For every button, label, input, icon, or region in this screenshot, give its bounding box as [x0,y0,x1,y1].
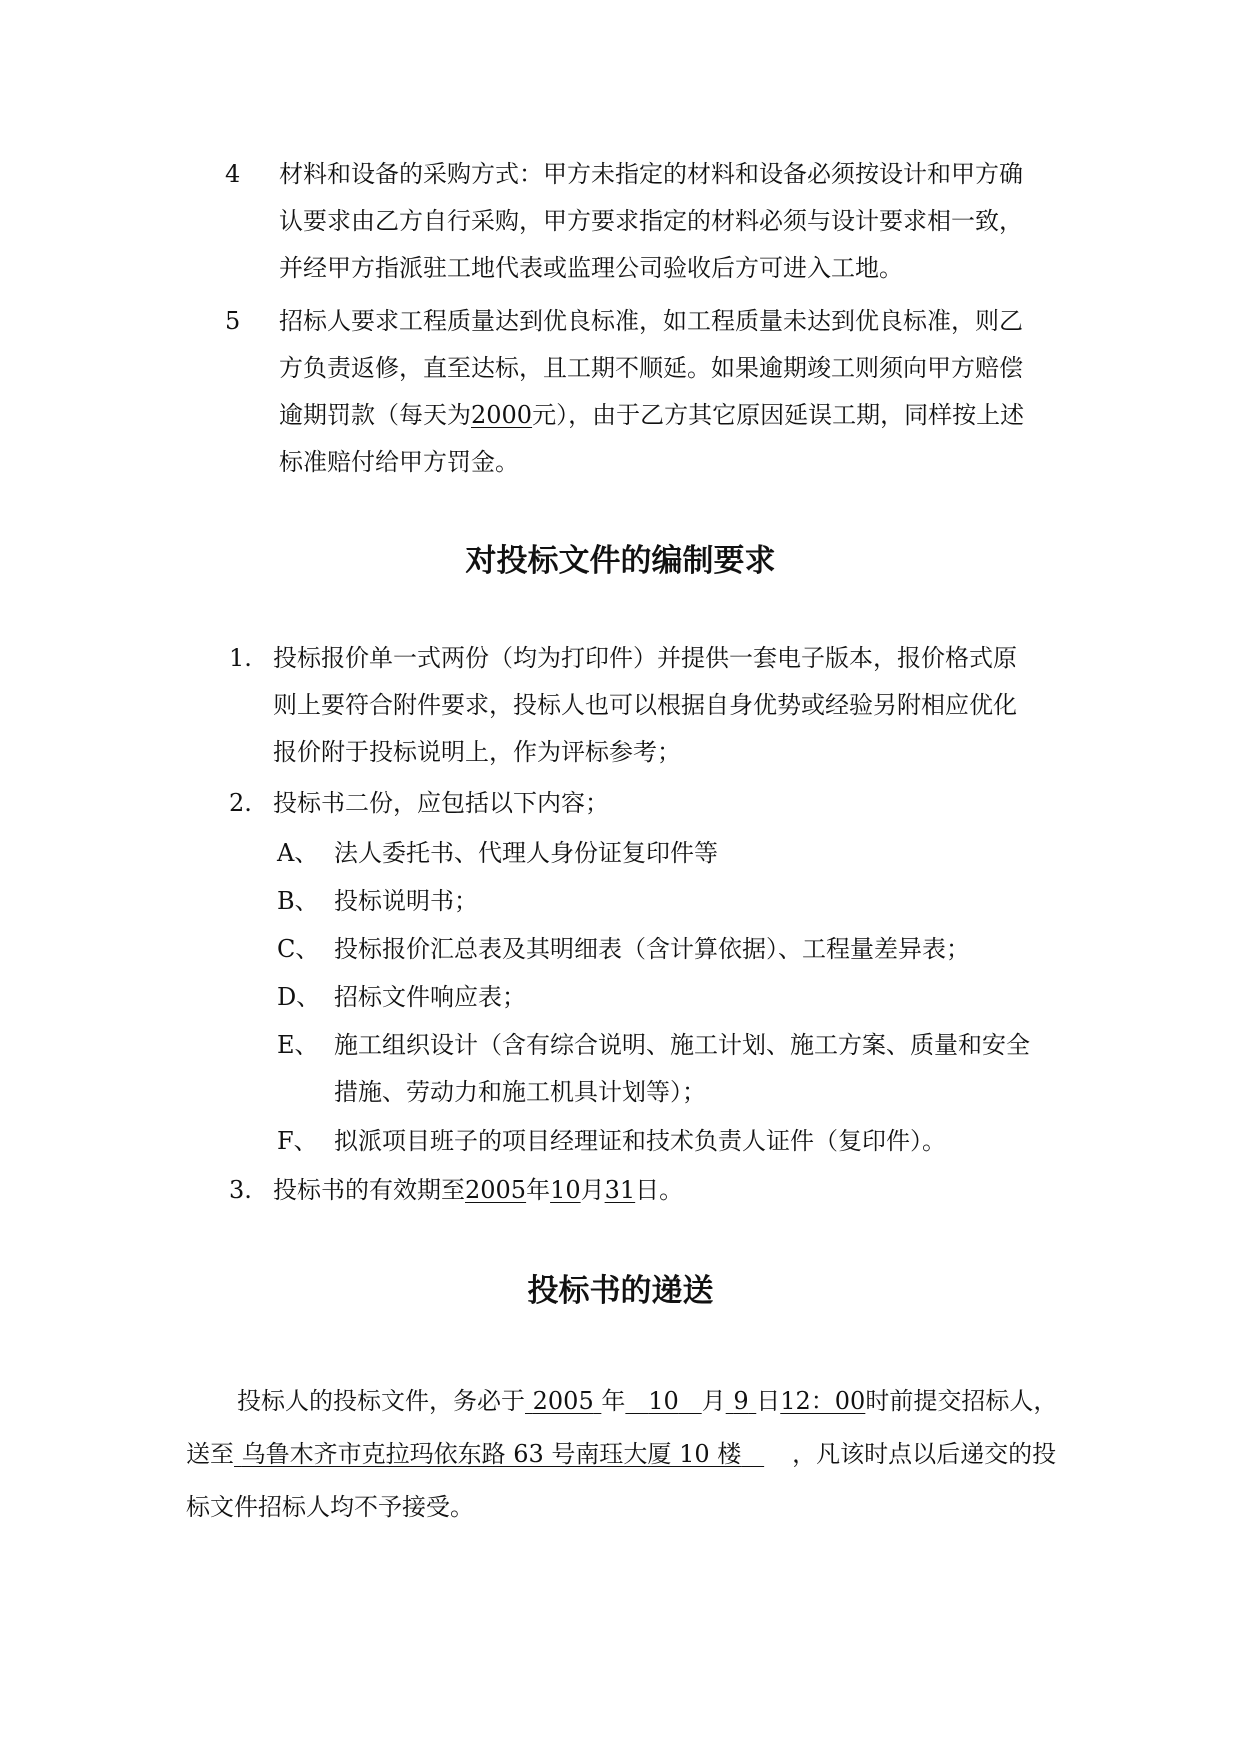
item-number: 4 [225,160,241,188]
text-run: 月 [701,1387,726,1415]
subitem-a-text: 法人委托书、代理人身份证复印件等 [334,839,718,867]
subitem-label: F、 [277,1127,318,1155]
subitem-label: E、 [277,1031,319,1059]
section-heading-bid-delivery: 投标书的递送 [527,1273,714,1309]
deadline-time: 12：00 [780,1387,866,1415]
text-run: 月 [580,1176,605,1204]
item-5-line-2: 方负责返修，直至达标，且工期不顺延。如果逾期竣工则须向甲方赔偿 [279,354,1023,382]
requirement-2-text: 投标书二份，应包括以下内容； [273,789,609,817]
subitem-f-text: 拟派项目班子的项目经理证和技术负责人证件（复印件）。 [334,1127,946,1155]
subitem-b-text: 投标说明书； [334,887,478,915]
item-number: 2. [229,789,252,817]
subitem-e-line-2: 措施、劳动力和施工机具计划等）； [334,1078,706,1106]
validity-year: 2005 [465,1176,527,1204]
text-run: 元），由于乙方其它原因延误工期，同样按上述 [532,401,1025,429]
text-run: 逾期罚款（每天为 [279,401,471,429]
requirement-1-line-1: 投标报价单一式两份（均为打印件）并提供一套电子版本，报价格式原 [273,644,1017,672]
text-run: 投标书的有效期至 [273,1176,465,1204]
item-4-line-2: 认要求由乙方自行采购，甲方要求指定的材料必须与设计要求相一致， [279,207,1023,235]
text-run: 时前提交招标人， [865,1387,1058,1415]
delivery-address: 乌鲁木齐市克拉玛依东路 63 号南珏大厦 10 楼 [241,1440,742,1468]
deadline-day: 9 [733,1387,749,1415]
delivery-line-2 [186,1437,1056,1471]
item-5-line-4: 标准赔付给甲方罚金。 [279,448,519,476]
subitem-c-text: 投标报价汇总表及其明细表（含计算依据）、工程量差异表； [334,935,970,963]
requirement-1-line-3: 报价附于投标说明上，作为评标参考； [273,738,681,766]
subitem-e-line-1: 施工组织设计（含有综合说明、施工计划、施工方案、质量和安全 [334,1031,1030,1059]
delivery-line-3: 标文件招标人均不予接受。 [186,1493,474,1521]
item-number: 5 [225,307,241,335]
subitem-label: B、 [277,887,319,915]
subitem-label: A、 [277,839,319,867]
text-run: 送至 [186,1440,234,1468]
requirement-1-line-2: 则上要符合附件要求，投标人也可以根据自身优势或经验另附相应优化 [273,691,1017,719]
deadline-month: 10 [648,1387,679,1415]
deadline-year: 2005 [532,1387,594,1415]
text-run: 年 [601,1387,626,1415]
subitem-label: D、 [277,983,321,1011]
section-heading-bid-requirements: 对投标文件的编制要求 [465,543,776,579]
item-5-line-3 [279,398,1024,432]
delivery-line-1 [237,1384,1057,1418]
text-run: 日 [756,1387,781,1415]
text-run: 投标人的投标文件，务必于 [237,1387,525,1415]
text-run: 日。 [635,1176,684,1204]
validity-month: 10 [550,1176,581,1204]
item-5-line-1: 招标人要求工程质量达到优良标准，如工程质量未达到优良标准，则乙 [279,307,1023,335]
validity-date-line [273,1173,683,1207]
text-run: 年 [526,1176,551,1204]
item-4-line-3: 并经甲方指派驻工地代表或监理公司验收后方可进入工地。 [279,254,903,282]
validity-day: 31 [604,1176,636,1204]
item-number: 3. [229,1176,252,1204]
item-number: 1. [229,644,252,672]
subitem-d-text: 招标文件响应表； [334,983,526,1011]
text-run: ，凡该时点以后递交的投 [792,1440,1057,1468]
penalty-amount: 2000 [471,401,533,429]
subitem-label: C、 [277,935,320,963]
item-4-line-1: 材料和设备的采购方式：甲方未指定的材料和设备必须按设计和甲方确 [279,160,1023,188]
